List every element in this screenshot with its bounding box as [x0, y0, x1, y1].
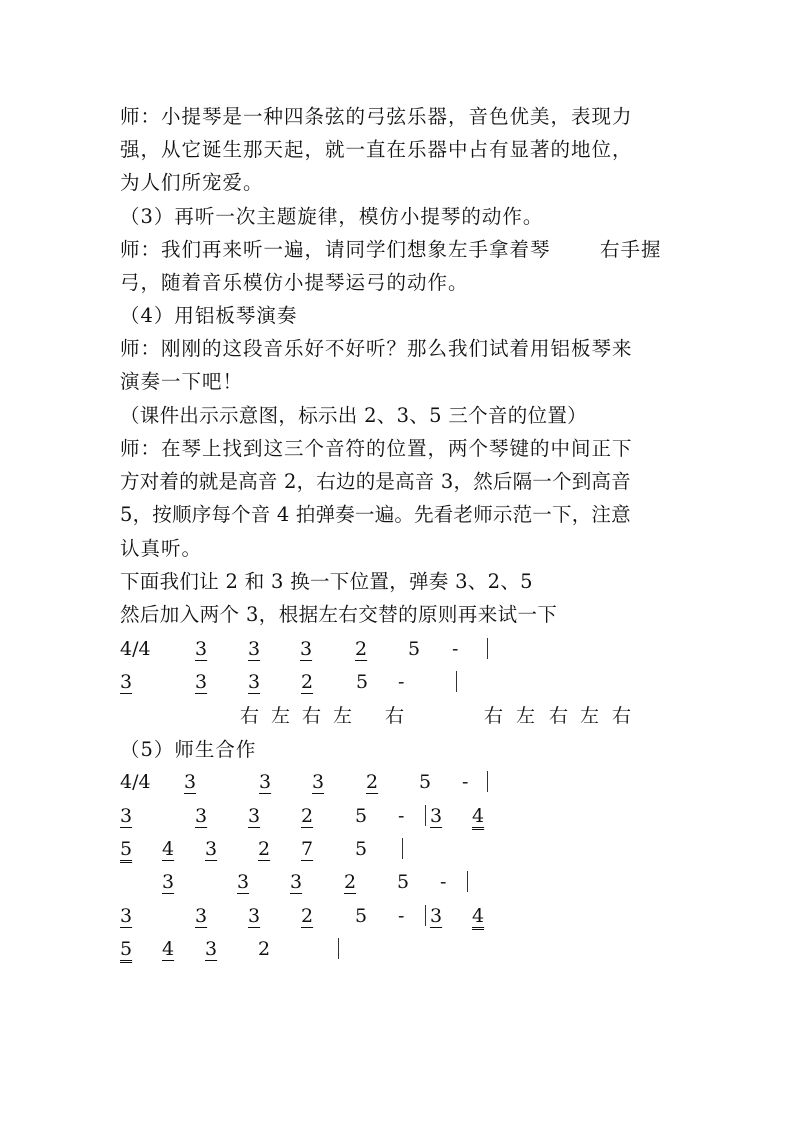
note: 3	[248, 638, 261, 660]
time-signature: 4/4	[120, 638, 151, 660]
paragraph-line: 认真听。	[120, 537, 203, 560]
note: 3	[120, 671, 133, 693]
paragraph-line: 弓，随着音乐模仿小提琴运弓的动作。	[120, 271, 469, 294]
note: 3	[259, 771, 272, 793]
note: 3	[120, 805, 133, 827]
note: 5	[120, 838, 133, 860]
note: 3	[248, 671, 261, 693]
note: 2	[355, 638, 368, 660]
note: 2	[344, 871, 357, 893]
dash: -	[398, 805, 405, 827]
paragraph-line: 下面我们让 2 和 3 换一下位置，弹奏 3、2、5	[120, 570, 533, 593]
bar-line	[425, 905, 426, 926]
note: 2	[258, 938, 271, 960]
note: 2	[301, 905, 314, 927]
note: 2	[301, 671, 314, 693]
section-heading: （5）师生合作	[120, 738, 257, 761]
paragraph-line: 强，从它诞生那天起，就一直在乐器中占有显著的地位，	[120, 138, 633, 161]
hand-label: 左	[333, 705, 353, 727]
note: 5	[419, 771, 432, 793]
note: 5	[397, 871, 410, 893]
note: 3	[184, 771, 197, 793]
hand-label: 右	[484, 705, 504, 727]
hand-label: 左	[580, 705, 600, 727]
bar-line	[338, 938, 339, 959]
note: 3	[430, 805, 443, 827]
hand-label: 右	[302, 705, 322, 727]
paragraph-line: 为人们所宠爱。	[120, 171, 264, 194]
note: 3	[237, 871, 250, 893]
hand-label: 右	[612, 705, 632, 727]
bar-line	[425, 805, 426, 826]
note: 3	[430, 905, 443, 927]
paragraph-line: 然后加入两个 3，根据左右交替的原则再来试一下	[120, 603, 558, 626]
hand-label: 左	[271, 705, 291, 727]
note: 3	[205, 838, 218, 860]
bar-line	[487, 771, 488, 792]
note: 5	[355, 905, 368, 927]
bar-line	[456, 671, 457, 692]
note: 2	[366, 771, 379, 793]
dash: -	[398, 671, 405, 693]
note: 4	[162, 838, 175, 860]
hand-label: 右	[240, 705, 260, 727]
paragraph-line: 师：小提琴是一种四条弦的弓弦乐器，音色优美，表现力	[120, 105, 633, 128]
note: 4	[162, 938, 175, 960]
note: 5	[355, 805, 368, 827]
section-heading: （3）再听一次主题旋律，模仿小提琴的动作。	[120, 205, 544, 228]
note: 2	[301, 805, 314, 827]
note: 3	[195, 905, 208, 927]
paragraph-line: 右手握	[600, 238, 662, 261]
note: 5	[355, 838, 368, 860]
section-heading: （4）用铝板琴演奏	[120, 304, 298, 327]
note: 3	[162, 871, 175, 893]
paragraph-line: 师：刚刚的这段音乐好不好听？那么我们试着用铝板琴来	[120, 337, 633, 360]
dash: -	[398, 905, 405, 927]
bar-line	[467, 871, 468, 892]
note: 3	[248, 805, 261, 827]
bar-line	[487, 638, 488, 659]
note: 4	[472, 805, 485, 827]
note: 4	[472, 905, 485, 927]
note: 5	[408, 638, 421, 660]
paragraph-line: 5，按顺序每个音 4 拍弹奏一遍。先看老师示范一下，注意	[120, 503, 631, 526]
note: 7	[301, 838, 314, 860]
hand-label: 右	[385, 705, 405, 727]
paragraph-line: （课件出示示意图，标示出 2、3、5 三个音的位置）	[120, 404, 587, 427]
note: 3	[248, 905, 261, 927]
note: 3	[300, 638, 313, 660]
note: 2	[258, 838, 271, 860]
note: 3	[195, 671, 208, 693]
paragraph-line: 演奏一下吧！	[120, 370, 244, 393]
paragraph-line: 方对着的就是高音 2，右边的是高音 3，然后隔一个到高音	[120, 470, 631, 493]
paragraph-line: 师：我们再来听一遍，请同学们想象左手拿着琴	[120, 238, 551, 261]
dash: -	[452, 638, 459, 660]
hand-label: 左	[516, 705, 536, 727]
note: 3	[195, 638, 208, 660]
note: 3	[205, 938, 218, 960]
dash: -	[462, 771, 469, 793]
note: 3	[290, 871, 303, 893]
note: 3	[120, 905, 133, 927]
note: 5	[120, 938, 133, 960]
note: 5	[356, 671, 369, 693]
dash: -	[440, 871, 447, 893]
note: 3	[195, 805, 208, 827]
note: 3	[312, 771, 325, 793]
bar-line	[402, 838, 403, 859]
hand-label: 右	[549, 705, 569, 727]
time-signature: 4/4	[120, 771, 151, 793]
paragraph-line: 师：在琴上找到这三个音符的位置，两个琴键的中间正下	[120, 437, 633, 460]
